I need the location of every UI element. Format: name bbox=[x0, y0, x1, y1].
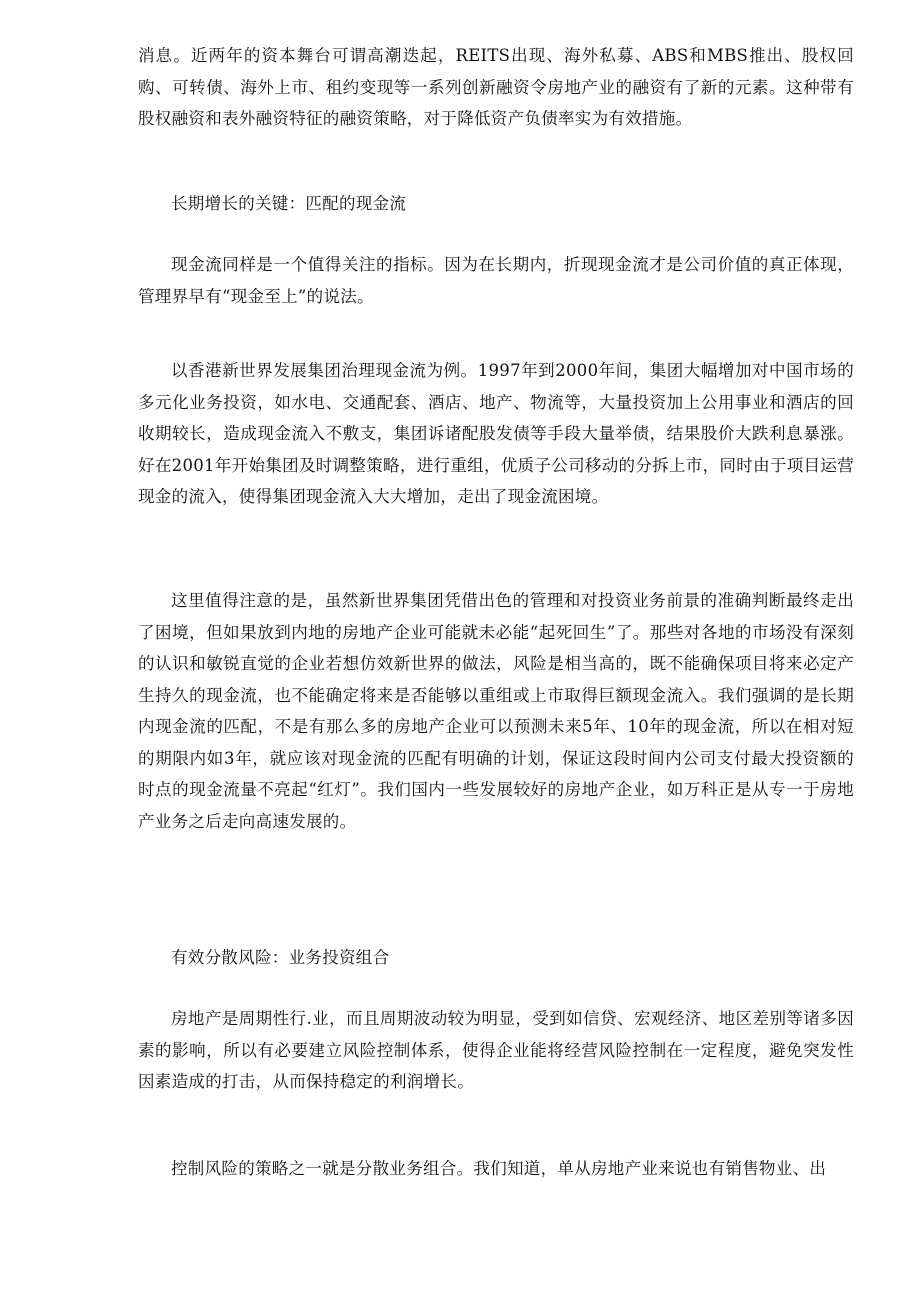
paragraph-new-world-analysis: 这里值得注意的是，虽然新世界集团凭借出色的管理和对投资业务前景的准确判断最终走出了困境，但如果放到内地的房地产企业可能就未必能“起死回生”了。那些对各地的市场没有深刻的认识和敏锐直觉的企业若想仿效新世界的做法，风险是相当高的，既不能确保项目将来必定产生持久的现金流，也不能确定将来是否能够以重组或上市取得巨额现金流入。我们强调的是长期内现金流的匹配，不是有那么多的房地产企业可以预测未来5年、10年的现金流，所以在相对短的期限内如3年，就应该对现金流的匹配有明确的计划，保证这段时间内公司支付最大投资额的时点的现金流量不亮起“红灯”。我们国内一些发展较好的房地产企业，如万科正是从专一于房地产业务之后走向高速发展的。 bbox=[138, 591, 854, 831]
section-heading-cash-flow: 长期增长的关键：匹配的现金流 bbox=[171, 194, 407, 213]
paragraph-financing-continuation: 消息。近两年的资本舞台可谓高潮迭起，REITS出现、海外私募、ABS和MBS推出、股权回购、可转债、海外上市、租约变现等一系列创新融资令房地产业的融资有了新的元素。这种带有股权融资和表外融资特征的融资策略，对于降低资产负债率实为有效措施。 bbox=[138, 46, 854, 128]
paragraph-risk-control-strategy: 控制风险的策略之一就是分散业务组合。我们知道，单从房地产业来说也有销售物业、出 bbox=[171, 1159, 827, 1178]
section-heading-risk-diversification: 有效分散风险：业务投资组合 bbox=[171, 948, 390, 967]
paragraph-cyclical-industry: 房地产是周期性行.业，而且周期波动较为明显，受到如信贷、宏观经济、地区差别等诸多因素的影响，所以有必要建立风险控制体系，使得企业能将经营风险控制在一定程度，避免突发性因素造成的打击，从而保持稳定的利润增长。 bbox=[138, 1009, 854, 1091]
paragraph-new-world-example: 以香港新世界发展集团治理现金流为例。1997年到2000年间，集团大幅增加对中国市场的多元化业务投资，如水电、交通配套、酒店、地产、物流等，大量投资加上公用事业和酒店的回收期较长，造成现金流入不敷支，集团诉诸配股发债等手段大量举债，结果股价大跌利息暴涨。好在2001年开始集团及时调整策略，进行重组，优质子公司移动的分拆上市，同时由于项目运营现金的流入，使得集团现金流入大大增加，走出了现金流困境。 bbox=[138, 361, 854, 506]
paragraph-cash-flow-indicator: 现金流同样是一个值得关注的指标。因为在长期内，折现现金流才是公司价值的真正体现，管理界早有“现金至上”的说法。 bbox=[138, 255, 854, 306]
